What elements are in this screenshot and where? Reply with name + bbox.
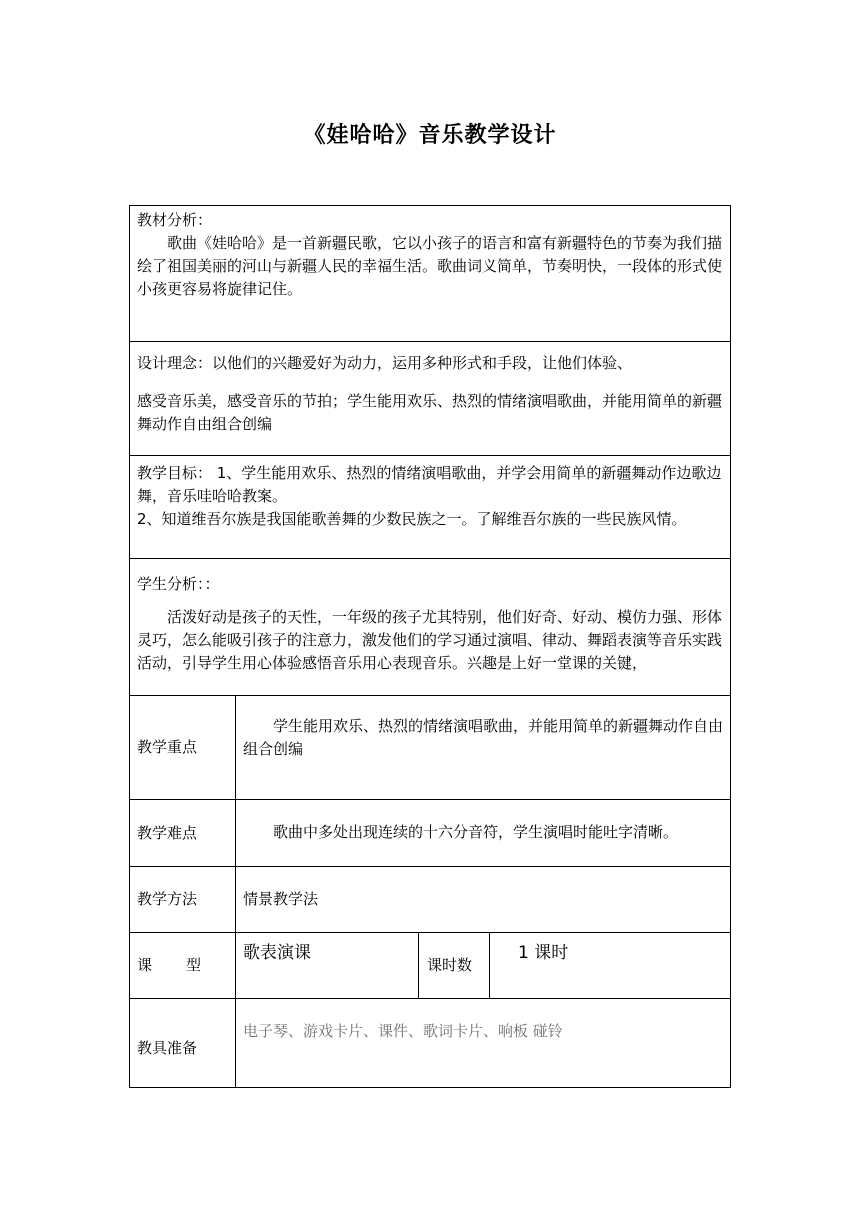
lesson-type-value: 歌表演课 (243, 943, 311, 963)
method-row (130, 867, 731, 933)
students-cell (130, 559, 731, 696)
page-title: 《娃哈哈》音乐教学设计 (303, 123, 557, 148)
hours-value-cell (490, 933, 731, 999)
focus-text: 学生能用欢乐、热烈的情绪演唱歌曲，并能用简单的新疆舞动作自由组合创编 (243, 717, 724, 758)
goals-row (130, 456, 731, 559)
students-text: 活泼好动是孩子的天性，一年级的孩子尤其特别，他们好奇、好动、模仿力强、形体灵巧，怎么能吸引孩子的注意力，激发他们的学习通过演唱、律动、舞蹈表演等音乐实践活动，引导学生用心体验感悟音乐用心表现音乐。兴趣是上好一堂课的关键， (137, 608, 723, 672)
hours-label: 课时数 (427, 956, 473, 974)
difficulty-content-cell (236, 800, 731, 867)
lesson-plan-table (129, 205, 731, 1088)
tools-row (130, 999, 731, 1088)
lesson-type-label-cell (130, 933, 236, 999)
lesson-type-label: 课型 (137, 956, 236, 974)
lesson-type-value-cell (236, 933, 419, 999)
material-label: 教材分析： (137, 211, 213, 229)
concept-text: 设计理念：以他们的兴趣爱好为动力，运用多种形式和手段，让他们体验、 (137, 354, 633, 372)
focus-label: 教学重点 (130, 696, 236, 800)
concept-text-2: 感受音乐美，感受音乐的节拍；学生能用欢乐、热烈的情绪演唱歌曲，并能用简单的新疆舞动作自由组合创编 (137, 392, 723, 433)
goals-line-2: 2、知道维吾尔族是我国能歌善舞的少数民族之一。了解维吾尔族的一些民族风情。 (137, 510, 687, 528)
material-cell (130, 206, 731, 342)
students-row (130, 559, 731, 696)
tools-label: 教具准备 (130, 999, 236, 1088)
goals-cell (130, 456, 731, 559)
material-row (130, 206, 731, 342)
concept-cell (130, 342, 731, 456)
method-content-cell (236, 867, 731, 933)
method-label: 教学方法 (130, 867, 236, 933)
tools-content-cell (236, 999, 731, 1088)
focus-content-cell (236, 696, 731, 800)
method-text: 情景教学法 (243, 890, 319, 908)
concept-row (130, 342, 731, 456)
hours-value: 1 课时 (518, 943, 569, 963)
hours-label-cell (419, 933, 490, 999)
goals-line-1: 教学目标： 1、学生能用欢乐、热烈的情绪演唱歌曲，并学会用简单的新疆舞动作边歌边舞，音乐哇哈哈教案。 (137, 464, 722, 505)
material-text: 歌曲《娃哈哈》是一首新疆民歌，它以小孩子的语言和富有新疆特色的节奏为我们描绘了祖国美丽的河山与新疆人民的幸福生活。歌曲词义简单，节奏明快，一段体的形式使小孩更容易将旋律记住。 (137, 234, 723, 298)
focus-row (130, 696, 731, 800)
lesson-type-row (130, 933, 731, 999)
tools-text: 电子琴、游戏卡片、课件、歌词卡片、响板 碰铃 (243, 1022, 563, 1040)
difficulty-label: 教学难点 (130, 800, 236, 867)
difficulty-text: 歌曲中多处出现连续的十六分音符，学生演唱时能吐字清晰。 (273, 823, 679, 841)
students-label: 学生分析：： (137, 575, 220, 593)
difficulty-row (130, 800, 731, 867)
